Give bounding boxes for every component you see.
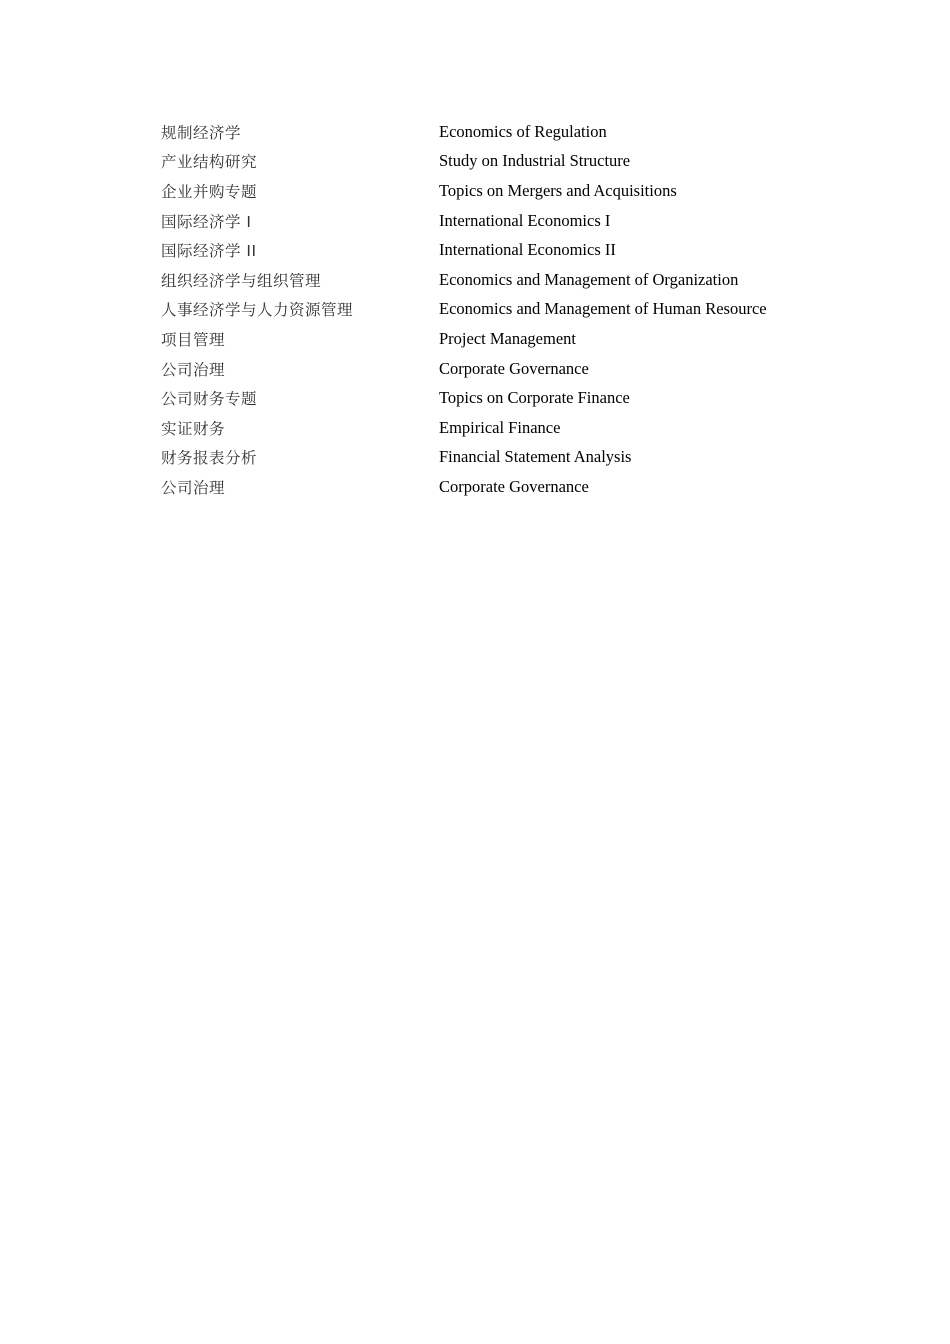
course-row	[161, 443, 861, 473]
course-name-zh: 组织经济学与组织管理	[161, 271, 322, 290]
course-name-en: Corporate Governance	[439, 358, 589, 378]
course-name-en: International Economics II	[439, 240, 616, 260]
course-name-en: Economics of Regulation	[439, 121, 607, 141]
course-name-en: Economics and Management of Organization	[439, 269, 739, 289]
course-name-en: Financial Statement Analysis	[439, 447, 632, 467]
course-name-zh: 人事经济学与人力资源管理	[161, 301, 354, 320]
course-name-en: Empirical Finance	[439, 417, 561, 437]
course-name-en: Topics on Corporate Finance	[439, 388, 630, 408]
course-row	[161, 383, 861, 413]
course-name-zh: 企业并购专题	[161, 182, 258, 201]
course-row	[161, 117, 861, 147]
course-table	[161, 117, 861, 502]
course-row	[161, 472, 861, 502]
course-name-zh: 规制经济学	[161, 123, 242, 142]
course-name-zh: 实证财务	[161, 419, 226, 438]
course-name-en: Corporate Governance	[439, 476, 589, 496]
course-name-zh: 公司财务专题	[161, 390, 258, 409]
course-name-zh: 国际经济学 II	[161, 242, 257, 261]
course-row	[161, 147, 861, 177]
course-name-zh: 项目管理	[161, 330, 226, 349]
course-row	[161, 235, 861, 265]
course-name-zh: 财务报表分析	[161, 449, 258, 468]
course-row	[161, 265, 861, 295]
course-row	[161, 295, 861, 325]
course-name-zh: 产业结构研究	[161, 153, 258, 172]
course-row	[161, 354, 861, 384]
course-name-en: Economics and Management of Human Resource	[439, 299, 767, 319]
course-row	[161, 176, 861, 206]
course-name-en: Project Management	[439, 328, 576, 348]
course-name-zh: 公司治理	[161, 478, 226, 497]
course-name-en: Topics on Mergers and Acquisitions	[439, 180, 677, 200]
course-row	[161, 413, 861, 443]
course-name-en: International Economics I	[439, 210, 611, 230]
course-row	[161, 324, 861, 354]
course-name-en: Study on Industrial Structure	[439, 151, 631, 171]
course-name-zh: 国际经济学 I	[161, 212, 252, 231]
course-name-zh: 公司治理	[161, 360, 226, 379]
course-row	[161, 206, 861, 236]
